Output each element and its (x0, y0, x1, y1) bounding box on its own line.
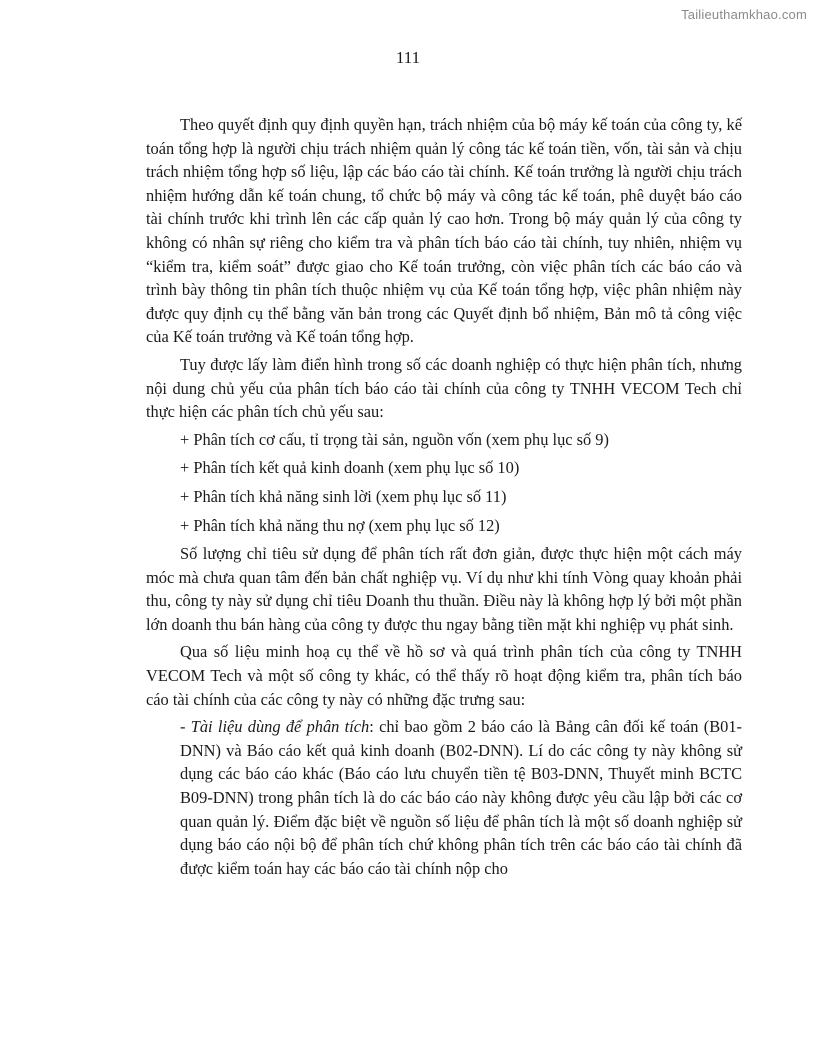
subsection-materials (146, 715, 742, 880)
list-item: + Phân tích khả năng thu nợ (xem phụ lục số 12) (180, 515, 500, 535)
list-item: + Phân tích kết quả kinh doanh (xem phụ lục số 10) (180, 458, 520, 478)
list-item: + Phân tích khả năng sinh lời (xem phụ lục số 11) (180, 486, 507, 506)
paragraph-accounting-roles: Theo quyết định quy định quyền hạn, trách nhiệm của bộ máy kế toán của công ty, kế toán tổng hợp là người chịu trách nhiệm quản lý công tác kế toán tiền, vốn, tài sản và chịu trách nhiệm tổng hợp số liệu, lập các báo cáo tài chính. Kế toán trưởng là người chịu trách nhiệm hướng dẫn kế toán chung, tổ chức bộ máy và công tác kế toán, phê duyệt báo cáo tài chính trước khi trình lên các cấp quản lý cao hơn. Trong bộ máy quản lý của công ty không có nhân sự riêng cho kiểm tra và phân tích báo cáo tài chính, tuy nhiên, nhiệm vụ “kiểm tra, kiểm soát” được giao cho Kế toán trưởng, còn việc phân tích các báo cáo và trình bày thông tin phân tích thuộc nhiệm vụ của Kế toán tổng hợp, việc phân nhiệm này được quy định cụ thể bằng văn bản trong các Quyết định bổ nhiệm, Bản mô tả công việc của Kế toán trưởng và Kế toán tổng hợp. (146, 115, 742, 347)
list-item: + Phân tích cơ cấu, tỉ trọng tài sản, nguồn vốn (xem phụ lục số 9) (180, 429, 609, 449)
paragraph-indicators: Số lượng chỉ tiêu sử dụng để phân tích rất đơn giản, được thực hiện một cách máy móc mà chưa quan tâm đến bản chất nghiệp vụ. Ví dụ như khi tính Vòng quay khoản phải thu, công ty này sử dụng chỉ tiêu Doanh thu thuần. Điều này là không hợp lý bởi một phần lớn doanh thu bán hàng của công ty được thu ngay bằng tiền mặt khi nghiệp vụ phát sinh. (146, 544, 742, 634)
analysis-list (146, 428, 742, 537)
watermark: Tailieuthamkhao.com (681, 7, 807, 22)
subsection-text: : chỉ bao gồm 2 báo cáo là Bảng cân đối kế toán (B01-DNN) và Báo cáo kết quả kinh doanh (B02-DNN). Lí do các công ty này không sử dụng các báo cáo khác (Báo cáo lưu chuyển tiền tệ B03-DNN, Thuyết minh BCTC B09-DNN) trong phân tích là do các báo cáo này không được yêu cầu lập bởi các cơ quan quản lý. Điểm đặc biệt về nguồn số liệu để phân tích là một số doanh nghiệp sử dụng báo cáo nội bộ để phân tích chứ không phân tích trên các báo cáo tài chính đã được kiểm toán hay các báo cáo tài chính nộp cho (180, 717, 742, 878)
page-number: 111 (395, 48, 421, 67)
paragraph-analysis-intro: Tuy được lấy làm điển hình trong số các doanh nghiệp có thực hiện phân tích, nhưng nội dung chủ yếu của phân tích báo cáo tài chính của công ty TNHH VECOM Tech chỉ thực hiện các phân tích chủ yếu sau: (146, 354, 742, 422)
paragraph-characteristics: Qua số liệu minh hoạ cụ thể về hồ sơ và quá trình phân tích của công ty TNHH VECOM Tech và một số công ty khác, có thể thấy rõ hoạt động kiểm tra, phân tích báo cáo tài chính của các công ty này có những đặc trưng sau: (146, 642, 742, 709)
subsection-lead: - Tài liệu dùng để phân tích (180, 717, 370, 737)
document-body (146, 113, 742, 880)
